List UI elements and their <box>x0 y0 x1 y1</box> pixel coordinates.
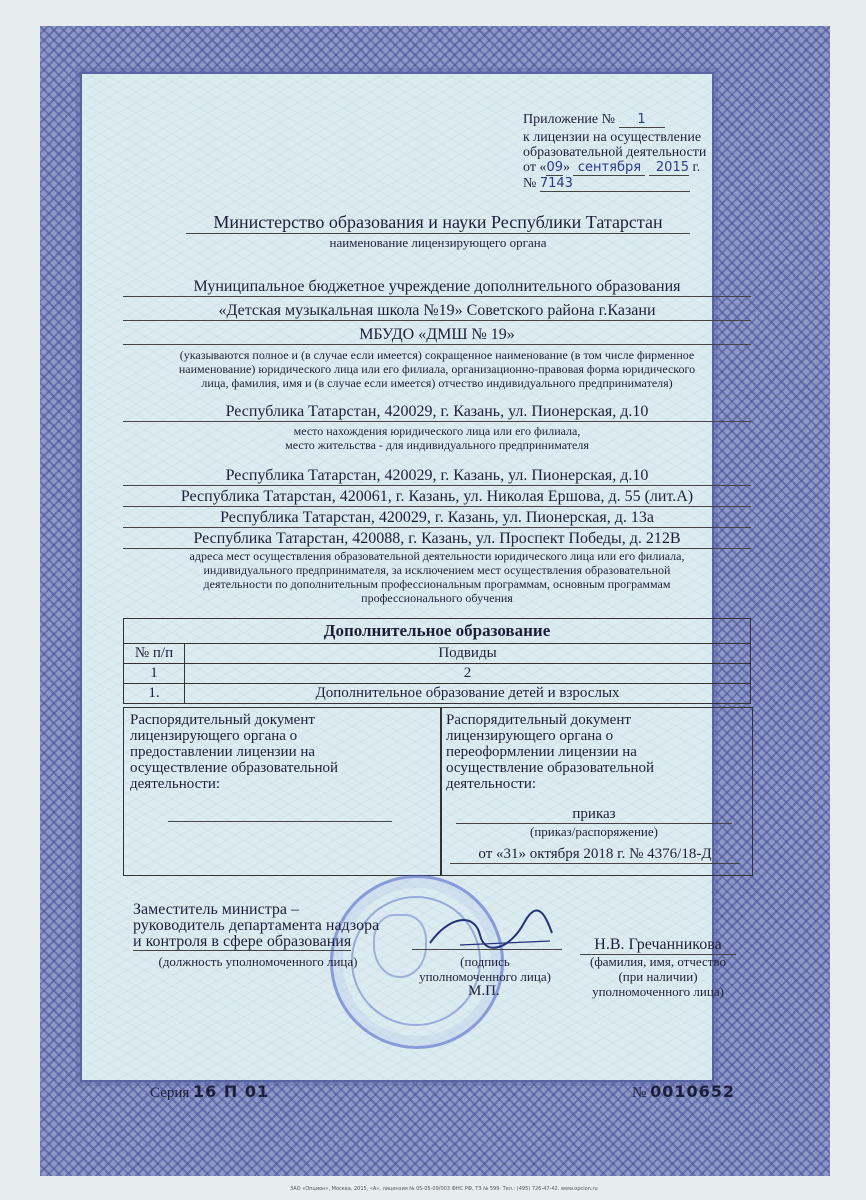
position-caption: (должность уполномоченного лица) <box>158 954 358 969</box>
activity-address-1: Республика Татарстан, 420029, г. Казань, ул. Пионерская, д.10 <box>123 467 751 486</box>
printer-imprint: ЗАО «Опцион», Москва, 2015, «А», лицензия № 05-05-09/003 ФНС РФ, ТЗ № 599. Тел.: (495) 726-47-42, www.opcion.ru <box>290 1186 598 1192</box>
org-location: Республика Татарстан, 420029, г. Казань, ул. Пионерская, д.10 <box>123 403 751 422</box>
order-type: приказ <box>456 806 732 824</box>
address-caption-1: адреса мест осуществления образовательной деятельности юридического лица или его филиала, <box>189 549 685 563</box>
address-caption-2: индивидуального предпринимателя, за исключением мест осуществления образовательной <box>203 563 671 577</box>
order-type-caption: (приказ/распоряжение) <box>530 824 658 839</box>
date-month: сентября <box>573 160 645 176</box>
address-caption-3: деятельности по дополнительным профессиональным программам, основным программам <box>203 577 671 591</box>
table-row <box>124 664 751 684</box>
reissue-document-text: Распорядительный документ лицензирующего органа о переоформлении лицензии на осуществление образовательной деятельности: <box>446 712 654 792</box>
activity-address-4: Республика Татарстан, 420088, г. Казань, ул. Проспект Победы, д. 212В <box>123 530 751 549</box>
org-full-name-2: «Детская музыкальная школа №19» Советского района г.Казани <box>123 302 751 321</box>
licensing-authority: Министерство образования и науки Республики Татарстан <box>186 212 690 234</box>
table-row <box>124 644 751 664</box>
appendix-date: от «09» сентября 2015 г. <box>523 160 701 175</box>
org-full-name-1: Муниципальное бюджетное учреждение дополнительного образования <box>123 278 751 297</box>
date-year: 2015 <box>649 160 689 176</box>
appendix-license-number: № 7143 <box>523 176 690 192</box>
signatory-name: Н.В. Гречанникова <box>580 936 736 955</box>
form-series: Серия 16 П 01 <box>150 1082 270 1101</box>
signatory-name-caption: (фамилия, имя, отчество (при наличии) уполномоченного лица) <box>590 954 726 999</box>
appendix-label: Приложение № <box>523 112 615 127</box>
order-date-number: от «31» октября 2018 г. № 4376/18-Д <box>450 846 740 864</box>
granting-document-blank <box>168 820 392 822</box>
stamp-place-label: М.П. <box>468 983 500 999</box>
org-caption-2: наименование) юридического лица или его филиала, организационно-правовая форма юридического <box>178 362 696 376</box>
series-value: 16 П 01 <box>193 1082 270 1101</box>
form-number: № 0010652 <box>632 1082 735 1101</box>
column-header-number: № п/п <box>124 644 185 664</box>
column-index-2: 2 <box>185 664 751 684</box>
row-number: 1. <box>124 684 185 704</box>
activity-address-2: Республика Татарстан, 420061, г. Казань, ул. Николая Ершова, д. 55 (лит.А) <box>123 488 751 507</box>
education-types-table <box>123 618 751 704</box>
signature-caption: (подпись уполномоченного лица) <box>419 954 551 984</box>
org-caption-1: (указываются полное и (в случае если имеется) сокращенное наименование (в том числе фирменное <box>179 348 695 362</box>
column-index-1: 1 <box>124 664 185 684</box>
table-row <box>124 619 751 644</box>
appendix-line-3: образовательной деятельности <box>523 145 707 160</box>
form-number-value: 0010652 <box>650 1082 735 1101</box>
column-header-subtypes: Подвиды <box>185 644 751 664</box>
appendix-line-2: к лицензии на осуществление <box>523 130 702 145</box>
license-number: 7143 <box>540 176 690 192</box>
org-caption-3: лица, фамилия, имя и (в случае если имеется) отчество индивидуального предпринимателя) <box>201 376 673 390</box>
signature-line <box>412 948 562 950</box>
table-row <box>124 684 751 704</box>
location-caption-2: место жительства - для индивидуального предпринимателя <box>285 438 589 452</box>
signatory-position: Заместитель министра – руководитель департамента надзора и контроля в сфере образования <box>133 901 380 950</box>
appendix-number: 1 <box>619 112 665 128</box>
row-subtype: Дополнительное образование детей и взрослых <box>185 684 751 704</box>
activity-address-3: Республика Татарстан, 420029, г. Казань, ул. Пионерская, д. 13а <box>123 509 751 528</box>
location-caption-1: место нахождения юридического лица или его филиала, <box>293 424 581 438</box>
address-caption-4: профессионального обучения <box>361 591 513 605</box>
appendix-line <box>523 112 665 128</box>
table-title: Дополнительное образование <box>124 619 751 644</box>
date-day: 09 <box>546 160 563 175</box>
org-short-name: МБУДО «ДМШ № 19» <box>123 326 751 345</box>
granting-document-text: Распорядительный документ лицензирующего органа о предоставлении лицензии на осуществление образовательной деятельности: <box>130 712 338 792</box>
licensing-authority-caption: наименование лицензирующего органа <box>329 235 547 250</box>
